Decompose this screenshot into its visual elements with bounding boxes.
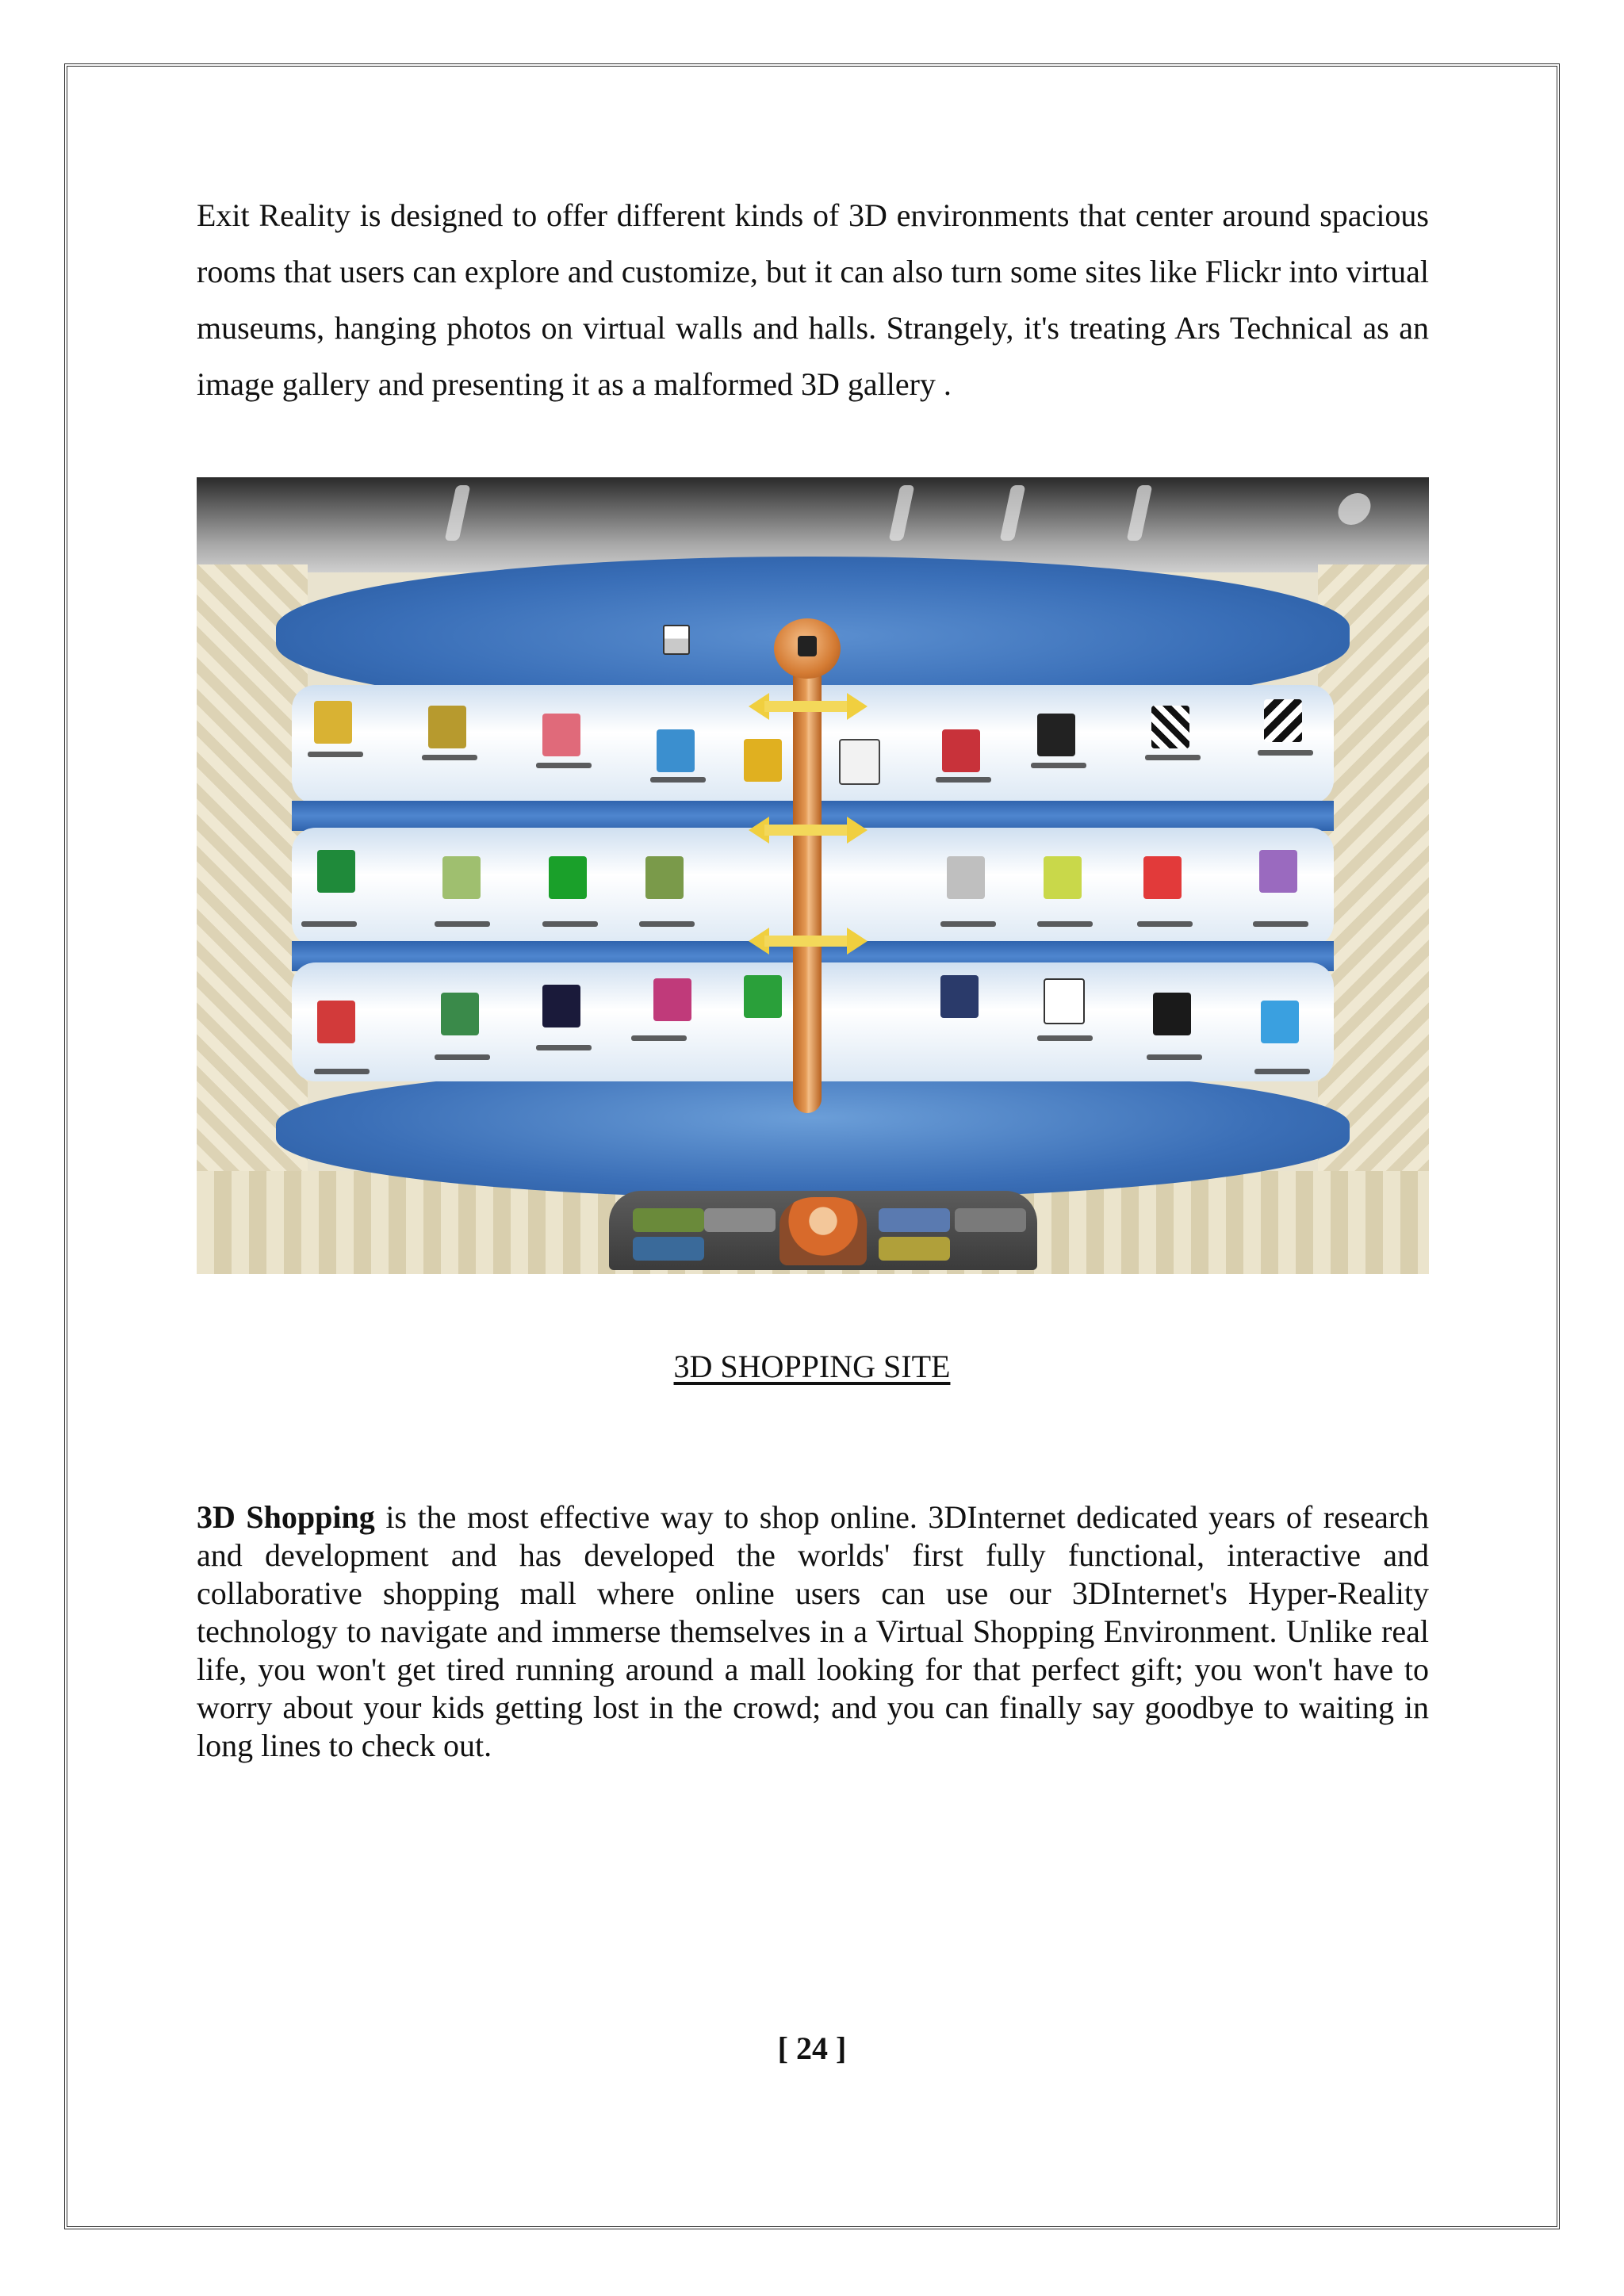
gallery-image-label	[536, 1045, 592, 1050]
gallery-image-label	[435, 921, 490, 927]
light-streak	[1000, 485, 1026, 541]
shopping-paragraph	[197, 1498, 1429, 1765]
gallery-image-icon	[317, 850, 355, 893]
gallery-image-icon	[317, 1001, 355, 1043]
gallery-image-icon	[744, 739, 782, 782]
shopping-description: is the most effective way to shop online. 3DInternet dedicated years of research and development and has developed the worlds' first fully functional, interactive and collaborative shopping mall where online users can use our 3DInternet's Hyper-Reality technology to navigate and immerse themselves in a Virtual Shopping Environment. Unlike real life, you won't get tired running around a mall looking for that perfect gift; you won't have to worry about your kids getting lost in the crowd; and you can finally say goodbye to waiting in long lines to check out.	[197, 1499, 1430, 1763]
gallery-image-label	[1258, 750, 1313, 756]
gallery-image-label	[1031, 763, 1086, 768]
gallery-image-label	[650, 777, 706, 783]
gallery-image-label	[308, 752, 363, 757]
rotate-arrow-top	[749, 693, 868, 720]
gallery-image-icon	[1264, 699, 1302, 742]
page-number: [ 24 ]	[777, 2030, 847, 2066]
gallery-image-icon	[1259, 850, 1297, 893]
gallery-image-icon	[1151, 706, 1189, 748]
gallery-image-icon	[1261, 1001, 1299, 1043]
gallery-image-icon	[942, 729, 980, 772]
rotate-arrow-bottom	[749, 928, 868, 955]
gallery-image-label	[1147, 1054, 1202, 1060]
gallery-image-label	[536, 763, 592, 768]
gallery-image-icon	[1143, 856, 1182, 899]
dock-button	[704, 1208, 776, 1232]
gallery-image-icon	[645, 856, 684, 899]
gallery-image-label	[1137, 921, 1193, 927]
gallery-figure	[197, 477, 1429, 1274]
gallery-image-label	[1254, 1069, 1310, 1074]
dock-button	[955, 1208, 1026, 1232]
figure-caption: 3D SHOPPING SITE	[673, 1349, 951, 1384]
rotate-arrow-middle	[749, 817, 868, 844]
pole-cap-marker	[798, 636, 817, 656]
gallery-image-icon	[441, 993, 479, 1035]
gallery-image-icon	[542, 985, 580, 1027]
gallery-image-label	[940, 921, 996, 927]
gallery-image-icon	[653, 978, 691, 1021]
gallery-image-icon	[947, 856, 985, 899]
gallery-image-label	[936, 777, 991, 783]
gallery-image-icon	[428, 706, 466, 748]
dock-button	[633, 1208, 704, 1232]
gallery-image-label	[631, 1035, 687, 1041]
control-dock	[609, 1191, 1037, 1270]
floating-cube-icon	[663, 625, 690, 655]
gallery-image-label	[314, 1069, 370, 1074]
gallery-image-icon	[1044, 856, 1082, 899]
gallery-image-icon	[657, 729, 695, 772]
gallery-image-label	[542, 921, 598, 927]
gallery-image-icon	[314, 701, 352, 744]
gallery-image-label	[435, 1054, 490, 1060]
light-streak	[889, 485, 915, 541]
gallery-image-icon	[940, 975, 979, 1018]
gallery-image-label	[1253, 921, 1308, 927]
gallery-image-label	[639, 921, 695, 927]
gallery-image-icon	[1044, 978, 1085, 1024]
light-streak	[445, 485, 471, 541]
gallery-image-icon	[839, 739, 880, 785]
dock-button	[879, 1208, 950, 1232]
gallery-image-icon	[744, 975, 782, 1018]
avatar	[779, 1197, 867, 1265]
gallery-image-label	[301, 921, 357, 927]
light-streak	[1335, 493, 1374, 525]
gallery-image-icon	[1037, 714, 1075, 756]
dock-button	[879, 1237, 950, 1261]
gallery-image-icon	[442, 856, 481, 899]
intro-paragraph: Exit Reality is designed to offer different kinds of 3D environments that center around spacious rooms that users can explore and customize, but it can also turn some sites like Flickr into virtual museums, hanging photos on virtual walls and halls. Strangely, it's treating Ars Technical as an image gallery and presenting it as a malformed 3D gallery .	[197, 197, 1429, 402]
gallery-image-label	[1145, 755, 1201, 760]
light-streak	[1127, 485, 1153, 541]
gallery-image-label	[1037, 1035, 1093, 1041]
gallery-image-icon	[549, 856, 587, 899]
dock-button	[633, 1237, 704, 1261]
gallery-image-label	[422, 755, 477, 760]
gallery-image-label	[1037, 921, 1093, 927]
gallery-image-icon	[542, 714, 580, 756]
gallery-image-icon	[1153, 993, 1191, 1035]
shopping-term: 3D Shopping	[197, 1499, 375, 1535]
